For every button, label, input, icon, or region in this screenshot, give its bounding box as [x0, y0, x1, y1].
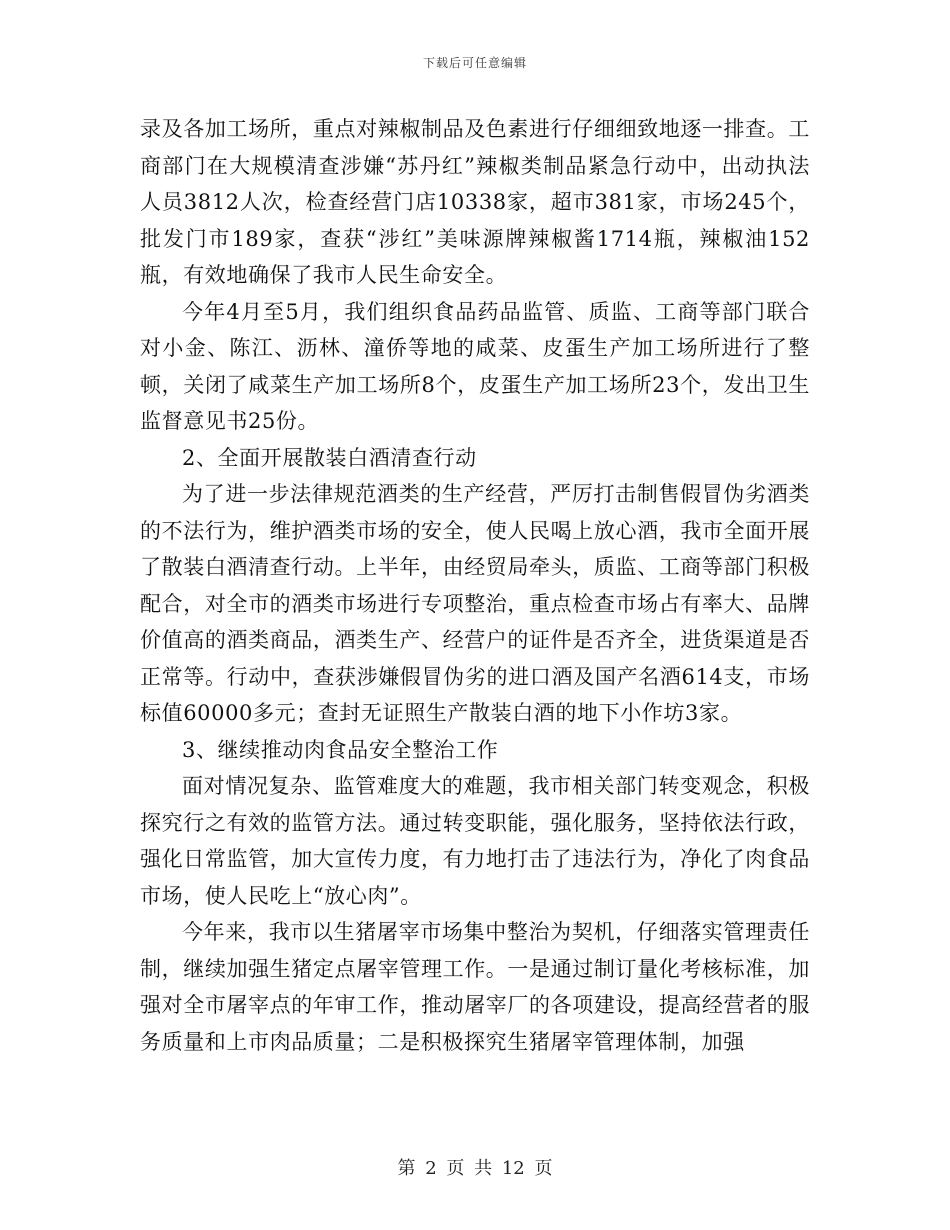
page-header: 下载后可任意编辑 — [422, 56, 527, 70]
paragraph-pickle-egg-rectification: 今年4月至5月，我们组织食品药品监管、质监、工商等部门联合对小金、陈江、沥林、潼侨等地的咸菜、皮蛋生产加工场所进行了整顿，关闭了咸菜生产加工场所8个，皮蛋生产加工场所23个，发出卫生监督意见书25份。 — [140, 299, 810, 433]
paragraph-bulk-liquor: 为了进一步法律规范酒类的生产经营，严厉打击制售假冒伪劣酒类的不法行为，维护酒类市场的安全，使人民喝上放心酒，我市全面开展了散装白酒清查行动。上半年，由经贸局牵头，质监、工商等部门积极配合，对全市的酒类市场进行专项整治，重点检查市场占有率大、品牌价值高的酒类商品，酒类生产、经营户的证件是否齐全，进货渠道是否正常等。行动中，查获涉嫌假冒伪劣的进口酒及国产名酒614支，市场标值60000多元；查封无证照生产散装白酒的地下小作坊3家。 — [140, 482, 810, 725]
section-heading-meat-safety: 3、继续推动肉食品安全整治工作 — [182, 737, 499, 762]
document-body — [140, 111, 810, 1060]
paragraph-meat-supervision: 面对情况复杂、监管难度大的难题，我市相关部门转变观念，积极探究行之有效的监管方法。通过转变职能，强化服务，坚持依法行政，强化日常监管，加大宣传力度，有力地打击了违法行为，净化了肉食品市场，使人民吃上“放心肉”。 — [140, 774, 810, 908]
page-number-footer: 第 2 页 共 12 页 — [397, 1158, 553, 1179]
paragraph-pig-slaughter: 今年来，我市以生猪屠宰市场集中整治为契机，仔细落实管理责任制，继续加强生猪定点屠宰管理工作。一是通过制订量化考核标准，加强对全市屠宰点的年审工作，推动屠宰厂的各项建设，提高经营者的服务质量和上市肉品质量；二是积极探究生猪屠宰管理体制，加强 — [140, 920, 810, 1054]
paragraph-continuation: 录及各加工场所，重点对辣椒制品及色素进行仔细细致地逐一排查。工商部门在大规模清查涉嫌“苏丹红”辣椒类制品紧急行动中，出动执法人员3812人次，检查经营门店10338家，超市381家，市场245个，批发门市189家，查获“涉红”美味源牌辣椒酱1714瓶，辣椒油152瓶，有效地确保了我市人民生命安全。 — [140, 117, 810, 287]
section-heading-bulk-liquor: 2、全面开展散装白酒清查行动 — [182, 445, 477, 470]
